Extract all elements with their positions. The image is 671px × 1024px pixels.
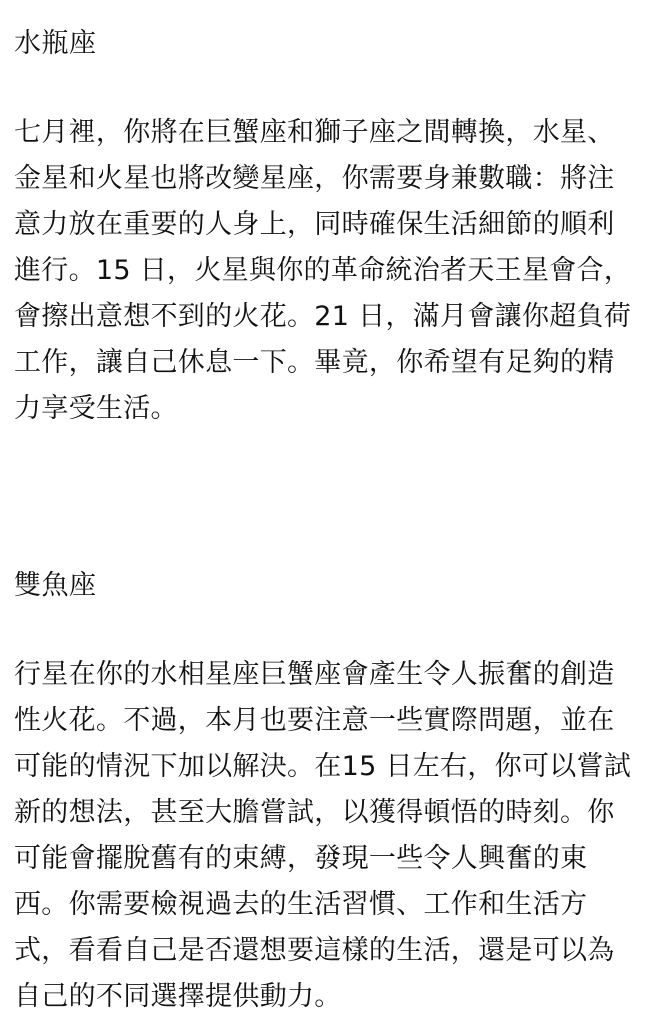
body-line: 進行。15 日，火星與你的革命統治者天王星會合， [14, 255, 632, 286]
body-line: 金星和火星也將改變星座，你需要身兼數職：將注 [14, 163, 615, 194]
body-line: 七月裡，你將在巨蟹座和獅子座之間轉換，水星、 [14, 117, 615, 148]
section-title-pisces: 雙魚座 [14, 570, 97, 601]
body-line: 可能的情況下加以解決。在15 日左右，你可以嘗試 [14, 751, 632, 782]
body-line: 式，看看自己是否還想要這樣的生活，還是可以為 [14, 935, 615, 966]
section-title-aquarius: 水瓶座 [14, 28, 97, 59]
body-line: 性火花。不過，本月也要注意一些實際問題，並在 [14, 705, 615, 736]
body-line: 會擦出意想不到的火花。21 日，滿月會讓你超負荷 [14, 301, 632, 332]
section-body-aquarius [14, 110, 631, 432]
body-line: 新的想法，甚至大膽嘗試，以獲得頓悟的時刻。你 [14, 797, 615, 828]
body-line: 工作，讓自己休息一下。畢竟，你希望有足夠的精 [14, 347, 615, 378]
body-line: 力享受生活。 [14, 393, 178, 424]
body-line: 自己的不同選擇提供動力。 [14, 981, 342, 1012]
body-line: 意力放在重要的人身上，同時確保生活細節的順利 [14, 209, 615, 240]
body-line: 西。你需要檢視過去的生活習慣、工作和生活方 [14, 889, 588, 920]
section-body-pisces [14, 652, 631, 1020]
body-line: 行星在你的水相星座巨蟹座會產生令人振奮的創造 [14, 659, 615, 690]
body-line: 可能會擺脫舊有的束縛，發現一些令人興奮的東 [14, 843, 588, 874]
